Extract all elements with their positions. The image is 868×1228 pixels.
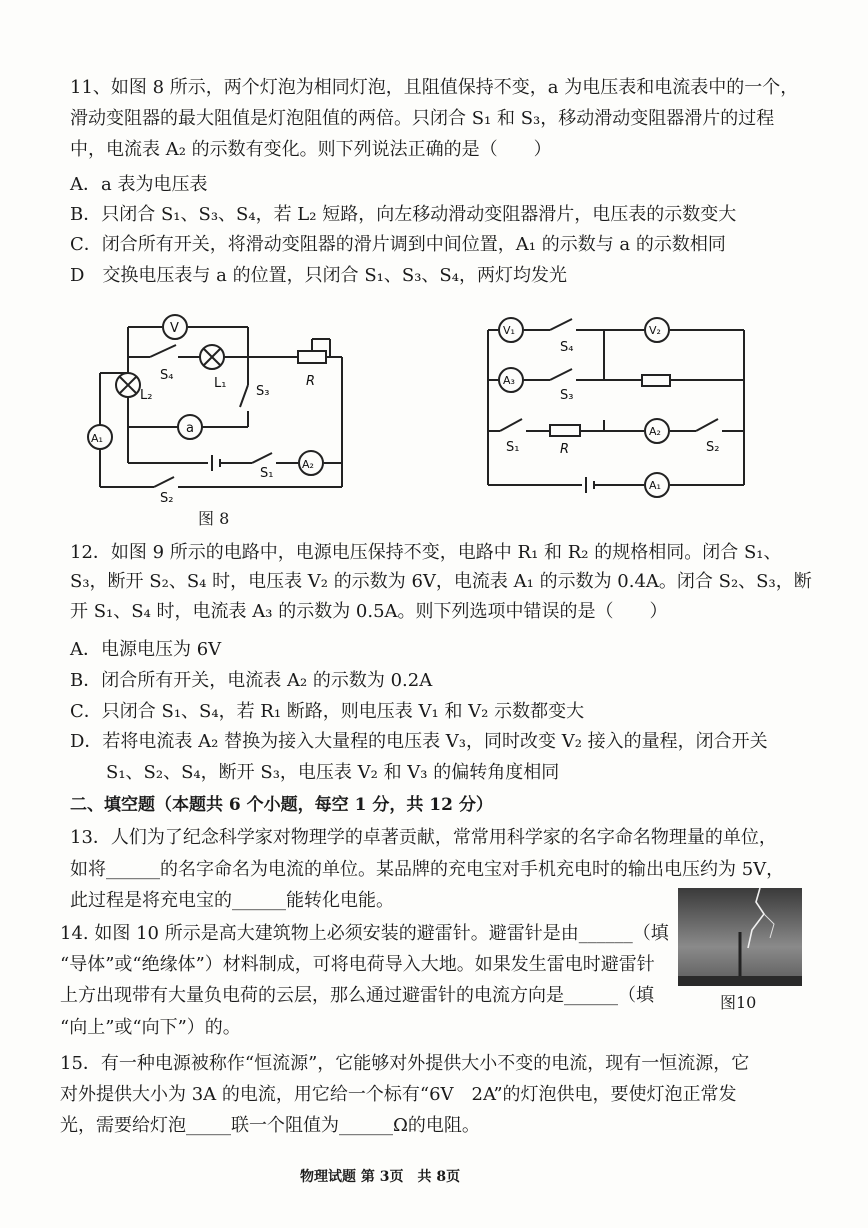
fig9-a3-label: A₃ — [503, 374, 515, 387]
q15-line-2: 对外提供大小为 3A 的电流，用它给一个标有“6V 2A”的灯泡供电，要使灯泡正常发 — [60, 1084, 737, 1105]
fig8-s3-label: S₃ — [256, 384, 270, 399]
page-footer: 物理试题 第 3页 共 8页 — [300, 1169, 461, 1185]
fig9-s2-label: S₂ — [706, 440, 720, 455]
figure-8-caption: 图 8 — [198, 509, 230, 528]
fig9-a1-label: A₁ — [649, 479, 661, 492]
fig9-a2-label: A₂ — [649, 425, 661, 438]
q11-line-1: 11、如图 8 所示，两个灯泡为相同灯泡，且阻值保持不变，a 为电压表和电流表中的一个， — [70, 77, 799, 98]
fig9-v1-label: V₁ — [503, 324, 515, 337]
q12-option-d-cont: S₁、S₂、S₄，断开 S₃，电压表 V₂ 和 V₃ 的偏转角度相同 — [70, 762, 560, 783]
fig8-s1-label: S₁ — [260, 466, 274, 481]
figure-8-circuit — [80, 305, 370, 505]
fig8-s2-label: S₂ — [160, 491, 174, 505]
q15-line-3: 光，需要给灯泡_____联一个阻值为______Ω的电阻。 — [60, 1115, 480, 1136]
q12-option-b: B．闭合所有开关，电流表 A₂ 的示数为 0.2A — [70, 670, 433, 691]
fig8-ammeter-a2-label: A₂ — [302, 458, 314, 471]
fig9-s4-label: S₄ — [560, 340, 574, 355]
fig8-meter-a-label: a — [186, 421, 194, 436]
q14-line-1: 14. 如图 10 所示是高大建筑物上必须安装的避雷针。避雷针是由______（填 — [60, 923, 669, 944]
q12-line-3: 开 S₁、S₄ 时，电流表 A₃ 的示数为 0.5A。则下列选项中错误的是（ ） — [70, 601, 668, 622]
section-2-heading: 二、填空题（本题共 6 个小题，每空 1 分，共 12 分） — [70, 795, 493, 815]
q15-line-1: 15．有一种电源被称作“恒流源”，它能够对外提供大小不变的电流，现有一恒流源，它 — [60, 1053, 750, 1074]
q11-option-d: D 交换电压表与 a 的位置，只闭合 S₁、S₃、S₄，两灯均发光 — [70, 265, 567, 286]
fig8-voltmeter-label: V — [170, 321, 179, 336]
fig8-s4-label: S₄ — [160, 368, 174, 383]
q14-line-2: “导体”或“绝缘体”）材料制成，可将电荷导入大地。如果发生雷电时避雷针 — [60, 954, 655, 975]
fig8-l2-label: L₂ — [140, 388, 153, 403]
fig9-r-label: R — [560, 442, 570, 457]
q12-option-c: C．只闭合 S₁、S₄，若 R₁ 断路，则电压表 V₁ 和 V₂ 示数都变大 — [70, 701, 585, 722]
q12-option-d: D．若将电流表 A₂ 替换为接入大量程的电压表 V₃，同时改变 V₂ 接入的量程，闭合开关 — [70, 731, 768, 752]
q13-line-3: 此过程是将充电宝的______能转化电能。 — [70, 890, 394, 911]
q11-option-c: C．闭合所有开关，将滑动变阻器的滑片调到中间位置，A₁ 的示数与 a 的示数相同 — [70, 234, 726, 255]
q13-line-2: 如将______的名字命名为电流的单位。某品牌的充电宝对手机充电时的输出电压约为 5V， — [70, 859, 785, 880]
q11-line-2: 滑动变阻器的最大阻值是灯泡阻值的两倍。只闭合 S₁ 和 S₃，移动滑动变阻器滑片的过程 — [70, 108, 775, 129]
q12-option-a: A．电源电压为 6V — [70, 639, 222, 660]
q11-option-a: A．a 表为电压表 — [70, 174, 208, 195]
q12-line-2: S₃，断开 S₂、S₄ 时，电压表 V₂ 的示数为 6V，电流表 A₁ 的示数为 0.4A。闭合 S₂、S₃，断 — [70, 571, 812, 592]
q12-line-1: 12．如图 9 所示的电路中，电源电压保持不变，电路中 R₁ 和 R₂ 的规格相同。闭合 S₁、 — [70, 542, 782, 563]
q11-option-b: B．只闭合 S₁、S₃、S₄，若 L₂ 短路，向左移动滑动变阻器滑片，电压表的示数变大 — [70, 204, 737, 225]
figure-9-circuit — [482, 305, 782, 505]
q14-line-3: 上方出现带有大量负电荷的云层，那么通过避雷针的电流方向是______（填 — [60, 985, 654, 1006]
q11-line-3: 中，电流表 A₂ 的示数有变化。则下列说法正确的是（ ） — [70, 139, 552, 160]
fig8-l1-label: L₁ — [214, 376, 227, 391]
fig9-v2-label: V₂ — [649, 324, 661, 337]
q14-line-4: “向上”或“向下”）的。 — [60, 1017, 241, 1038]
fig9-s1-label: S₁ — [506, 440, 520, 455]
fig9-s3-label: S₃ — [560, 388, 574, 403]
figure-10-caption: 图10 — [720, 993, 757, 1012]
fig8-r-label: R — [306, 374, 316, 389]
lightning-rod-photo — [678, 888, 802, 986]
q13-line-1: 13．人们为了纪念科学家对物理学的卓著贡献，常常用科学家的名字命名物理量的单位， — [70, 827, 777, 848]
fig8-ammeter-a1-label: A₁ — [91, 432, 103, 445]
